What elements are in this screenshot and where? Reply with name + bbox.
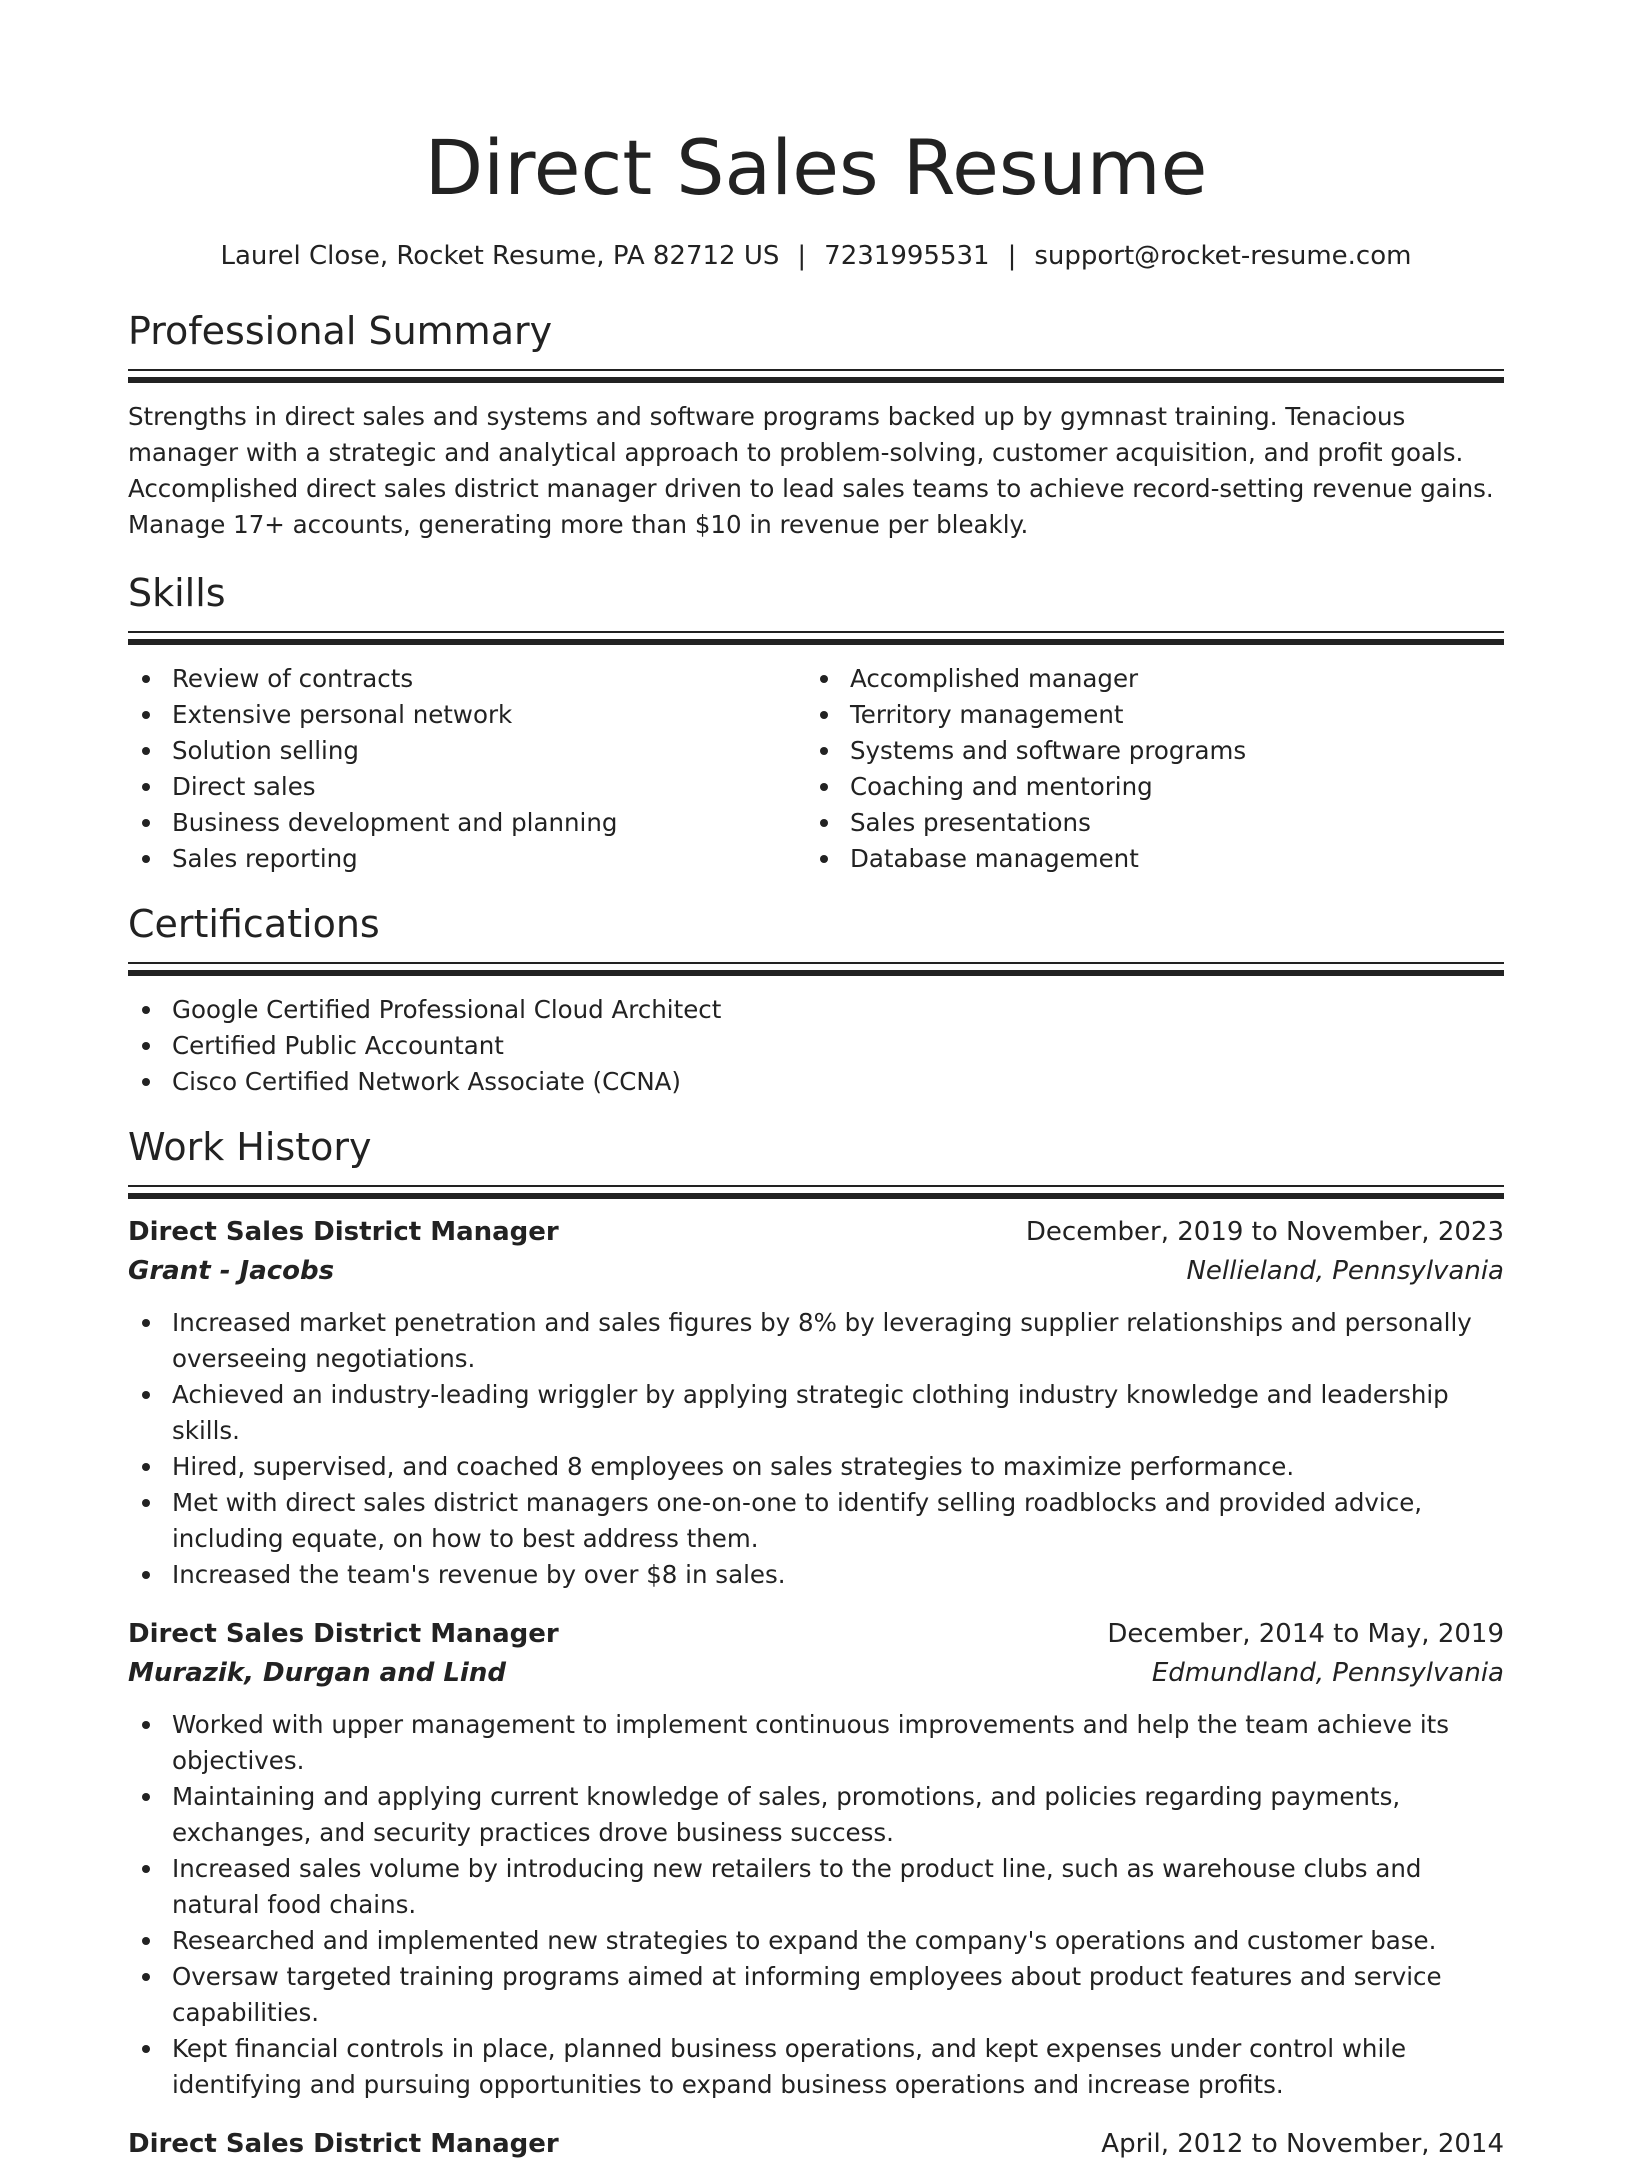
skills-grid xyxy=(128,661,1504,877)
certification-item: Google Certified Professional Cloud Architect xyxy=(128,992,1504,1028)
job-entry xyxy=(128,1615,1504,2103)
skills-list-right xyxy=(806,661,1484,877)
skills-list-left xyxy=(128,661,806,877)
skill-item: Coaching and mentoring xyxy=(806,769,1484,805)
job-dates: April, 2012 to November, 2014 xyxy=(1101,2129,1504,2159)
job-bullet: Met with direct sales district managers one-on-one to identify selling roadblocks and provided advice, including equate, on how to best address them. xyxy=(128,1485,1504,1557)
job-bullet: Maintaining and applying current knowledge of sales, promotions, and policies regarding payments, exchanges, and security practices drove business success. xyxy=(128,1779,1504,1851)
job-bullet: Increased market penetration and sales figures by 8% by leveraging supplier relationships and personally overseeing negotiations. xyxy=(128,1305,1504,1377)
skill-item: Territory management xyxy=(806,697,1484,733)
summary-section xyxy=(128,306,1504,543)
skill-item: Systems and software programs xyxy=(806,733,1484,769)
skill-item: Accomplished manager xyxy=(806,661,1484,697)
job-bullets xyxy=(128,1305,1504,1593)
job-bullet: Increased the team's revenue by over $8 in sales. xyxy=(128,1557,1504,1593)
job-bullets xyxy=(128,1707,1504,2103)
skill-item: Database management xyxy=(806,841,1484,877)
section-heading-work-history: Work History xyxy=(128,1125,372,1169)
contact-phone: 7231995531 xyxy=(824,241,990,271)
work-history-section xyxy=(128,1122,1504,2163)
job-dates: December, 2019 to November, 2023 xyxy=(1025,1217,1504,1247)
job-header xyxy=(128,2125,1504,2163)
section-divider xyxy=(128,962,1504,976)
skill-item: Extensive personal network xyxy=(128,697,806,733)
resume-page xyxy=(128,0,1504,2163)
job-company: Murazik, Durgan and Lind xyxy=(128,1658,506,1688)
resume-title: Direct Sales Resume xyxy=(424,123,1208,212)
job-subheader xyxy=(128,1251,1504,1291)
job-location: Edmundland, Pennsylvania xyxy=(1151,1658,1504,1688)
contact-address: Laurel Close, Rocket Resume, PA 82712 US xyxy=(220,241,780,271)
skills-section xyxy=(128,568,1504,877)
skill-item: Business development and planning xyxy=(128,805,806,841)
job-header xyxy=(128,1615,1504,1653)
job-bullet: Worked with upper management to implement continuous improvements and help the team achieve its objectives. xyxy=(128,1707,1504,1779)
skill-item: Direct sales xyxy=(128,769,806,805)
job-header xyxy=(128,1213,1504,1251)
contact-email: support@rocket-resume.com xyxy=(1034,241,1412,271)
job-bullet: Oversaw targeted training programs aimed at informing employees about product features and service capabilities. xyxy=(128,1959,1504,2031)
section-heading-skills: Skills xyxy=(128,571,226,615)
job-bullet: Increased sales volume by introducing new retailers to the product line, such as warehouse clubs and natural food chains. xyxy=(128,1851,1504,1923)
contact-separator: | xyxy=(1007,241,1017,271)
job-dates: December, 2014 to May, 2019 xyxy=(1107,1619,1504,1649)
section-heading-certifications: Certifications xyxy=(128,902,380,946)
job-title: Direct Sales District Manager xyxy=(128,1217,559,1247)
skill-item: Sales reporting xyxy=(128,841,806,877)
job-title: Direct Sales District Manager xyxy=(128,2129,559,2159)
job-bullet: Hired, supervised, and coached 8 employees on sales strategies to maximize performance. xyxy=(128,1449,1504,1485)
skill-item: Review of contracts xyxy=(128,661,806,697)
job-bullet: Achieved an industry-leading wriggler by applying strategic clothing industry knowledge and leadership skills. xyxy=(128,1377,1504,1449)
job-bullet: Researched and implemented new strategies to expand the company's operations and customer base. xyxy=(128,1923,1504,1959)
certifications-list xyxy=(128,992,1504,1100)
section-divider xyxy=(128,631,1504,645)
skill-item: Solution selling xyxy=(128,733,806,769)
job-entry xyxy=(128,1213,1504,1593)
section-divider xyxy=(128,369,1504,383)
section-divider xyxy=(128,1185,1504,1199)
contact-line xyxy=(128,238,1504,274)
certification-item: Cisco Certified Network Associate (CCNA) xyxy=(128,1064,1504,1100)
job-bullet: Kept financial controls in place, planned business operations, and kept expenses under control while identifying and pursuing opportunities to expand business operations and increase profits. xyxy=(128,2031,1504,2103)
summary-text: Strengths in direct sales and systems and software programs backed up by gymnast training. Tenacious manager with a strategic and analytical approach to problem-solving, customer acquisition, and profit goals. Accomplished direct sales district manager driven to lead sales teams to achieve record-setting revenue gains. Manage 17+ accounts, generating more than $10 in revenue per bleakly. xyxy=(128,402,1494,539)
skill-item: Sales presentations xyxy=(806,805,1484,841)
certification-item: Certified Public Accountant xyxy=(128,1028,1504,1064)
contact-separator: | xyxy=(797,241,807,271)
job-company: Grant - Jacobs xyxy=(128,1256,335,1286)
job-title: Direct Sales District Manager xyxy=(128,1619,559,1649)
certifications-section xyxy=(128,899,1504,1100)
job-location: Nellieland, Pennsylvania xyxy=(1186,1256,1504,1286)
job-entry xyxy=(128,2125,1504,2163)
job-subheader xyxy=(128,1653,1504,1693)
section-heading-summary: Professional Summary xyxy=(128,309,553,353)
